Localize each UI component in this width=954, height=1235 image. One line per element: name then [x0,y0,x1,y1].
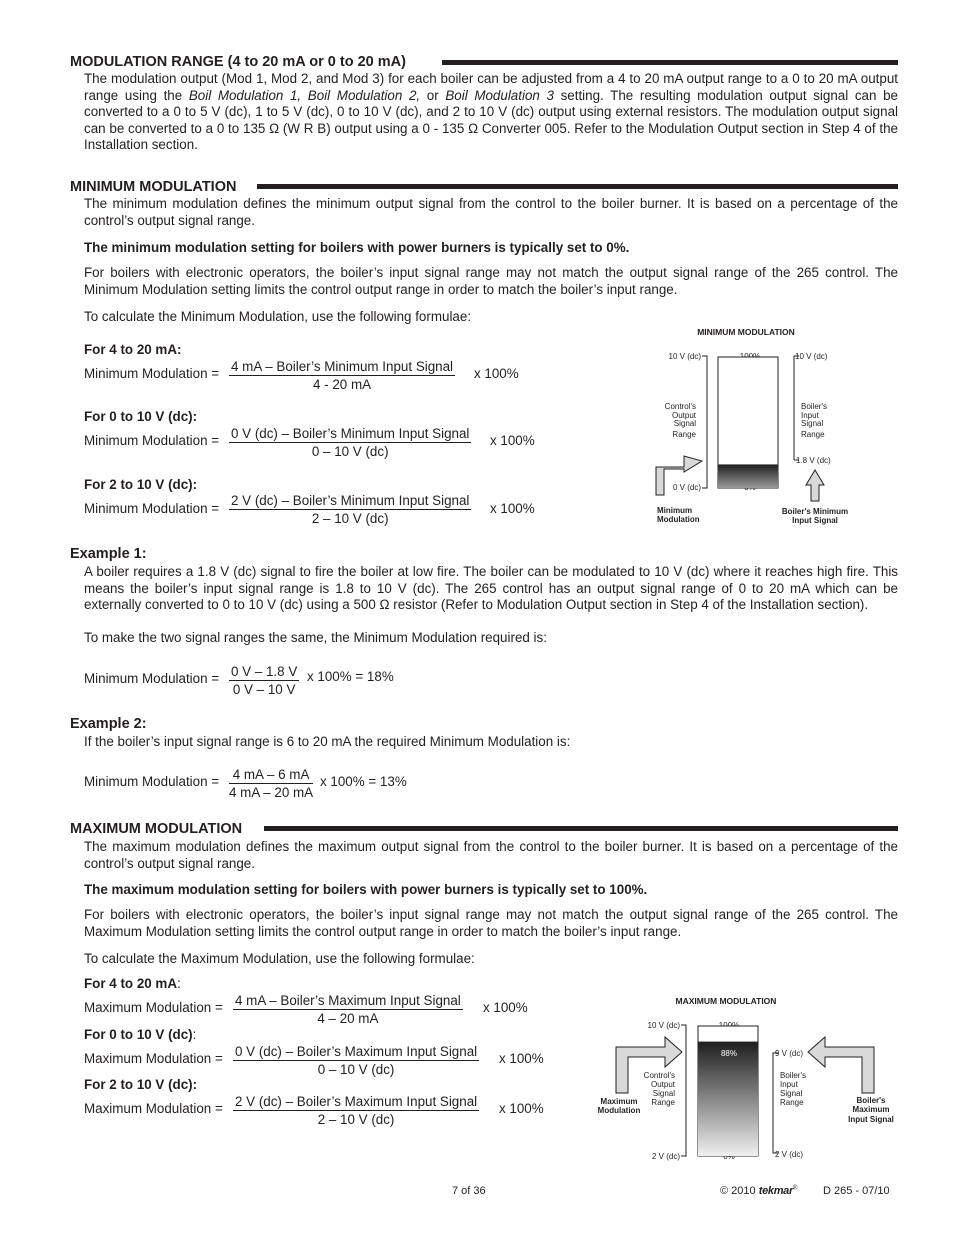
formula-rhs: x 100% [499,1051,544,1066]
text-run: The modulation output (Mod 1, Mod 2, and Mod 3) for each boiler can be adjusted from a 4 to 20 mA output range to a 0 to 20 mA output range using the [84,71,898,103]
formula-numerator: 0 V (dc) – Boiler’s Minimum Input Signal [231,426,470,441]
boiler-range-bracket [773,1053,778,1153]
formula-rhs: x 100% [490,433,535,448]
formula-label [84,1027,196,1042]
label-line: Control's [643,1071,675,1080]
minimum-modulation-diagram [640,320,880,535]
formula-rhs: x 100% [483,1000,528,1015]
formula-label: For 2 to 10 V (dc): [84,1077,198,1092]
left-top-label: 10 V (dc) [647,1021,680,1030]
left-bottom-label: 0 V (dc) [672,483,701,492]
formula-lhs: Minimum Modulation = [84,501,220,516]
label-line: Signal [652,1089,675,1098]
label-line: Signal [780,1089,803,1098]
formula-fraction [233,1094,479,1127]
copyright-text: © 2010 [720,1185,756,1197]
formula-denominator: 0 – 10 V (dc) [317,1062,395,1077]
section-rule [257,184,898,189]
example-1-paragraph-2: To make the two signal ranges the same, the Minimum Modulation required is: [84,630,547,645]
percent-level-label: 88% [720,1049,738,1058]
formula-denominator: 4 mA – 20 mA [229,785,314,800]
label-line: Range [780,1098,804,1107]
formula-lhs: Minimum Modulation = [84,366,220,381]
max-mod-paragraph-1: The maximum modulation defines the maximum output signal from the control to the boiler burner. It is based on a percentage of the control’s output signal range. [84,839,898,871]
formula-numerator: 4 mA – Boiler’s Minimum Input Signal [231,359,454,374]
formula-lhs: Minimum Modulation = [84,433,220,448]
formula-numerator: 4 mA – 6 mA [229,767,313,784]
min-mod-bold-note: The minimum modulation setting for boilers with power burners is typically set to 0%. [84,240,630,255]
formula-label: For 4 to 20 mA: [84,342,182,357]
left-top-label: 10 V (dc) [668,352,701,361]
footer-copyright [720,1185,797,1197]
label-line: Range [801,430,825,439]
max-mod-paragraph-2: For boilers with electronic operators, the boiler’s input signal range may not match the output signal range of the 265 control. The Maximum Modulation setting limits the control output range in order to match the boiler’s input range. [84,907,898,939]
boiler-minimum-arrow-icon [806,470,824,501]
formula-fraction [229,493,471,526]
control-range-label [665,402,697,439]
setting-name: Boil Modulation 1, Boil Modulation 2, [188,87,421,103]
diagram-title: MAXIMUM MODULATION [675,996,777,1006]
formula-denominator: 2 – 10 V (dc) [311,511,389,526]
control-range-bracket [702,356,707,488]
formula-lhs: Maximum Modulation = [84,1101,223,1116]
formula-rhs: x 100% = 18% [307,669,394,684]
formula-rhs: x 100% [474,366,519,381]
formula-rhs: x 100% [499,1101,544,1116]
formula-denominator: 0 V – 10 V [232,682,296,697]
right-level-label: 1.8 V (dc) [796,456,831,465]
example-2-label: Example 2: [70,716,147,732]
bottom-left-label-line: Minimum [657,506,693,515]
percent-level-label: 18% [740,456,758,465]
modulation-range-paragraph [84,71,898,154]
min-mod-paragraph-1: The minimum modulation defines the minimum output signal from the control to the boiler burner. It is based on a percentage of the control’s output signal range. [84,196,898,228]
control-range-label [644,1071,676,1107]
boiler-range-bracket [794,356,799,460]
max-mod-paragraph-3: To calculate the Maximum Modulation, use the following formulae: [84,951,475,966]
label-line: Input [801,411,819,420]
right-side-label-line: Maximum [852,1105,890,1114]
formula-fraction [229,767,313,800]
formula-numerator: 2 V (dc) – Boiler’s Minimum Input Signal [231,493,470,508]
bottom-left-label-line: Modulation [657,515,700,524]
example-1-paragraph: A boiler requires a 1.8 V (dc) signal to fire the boiler at low fire. The boiler can be modulated to 10 V (dc) where it reaches high fire. This means the boiler’s input signal range is 1.8 to 10 V (dc). The 265 control has an output signal range of 0 to 20 mA which can be externally converted to 0 to 10 V (dc) using a 500 Ω resistor (Refer to Modulation Output section in Step 4 of the Installation section). [84,564,898,612]
modulation-range-heading: MODULATION RANGE (4 to 20 mA or 0 to 20 mA) [70,54,406,70]
right-side-label-line: Boiler's [856,1096,886,1105]
formula-lhs: Minimum Modulation = [84,774,220,789]
label-line: Signal [673,419,696,428]
maximum-modulation-heading: MAXIMUM MODULATION [70,821,243,837]
formula-label: For 2 to 10 V (dc): [84,477,198,492]
left-side-label-line: Maximum [600,1097,638,1106]
signal-bar-fill [718,464,778,488]
diagram-title: MINIMUM MODULATION [697,327,795,337]
label-line: Input [780,1080,798,1089]
formula-fraction [233,1044,479,1077]
text-run: setting. The resulting modulation output signal can be converted to a 0 to 5 V (dc), 1 to 5 V (dc), 0 to 10 V (dc), and 2 to 10 V (dc) output using external resistors. The modulation output signal can be converted to a 0 to 135 Ω (W R B) output using a 0 - 135 Ω Converter 005. Refer to the Modulation Output section in Step 4 of the Installation section. [84,87,898,152]
text-run: or [420,87,446,103]
left-bottom-label: 2 V (dc) [651,1152,680,1161]
boiler-maximum-arrow-icon [808,1037,874,1093]
signal-bar-fill [698,1042,758,1156]
formula-numerator: 4 mA – Boiler’s Maximum Input Signal [235,993,461,1008]
example-2-paragraph: If the boiler’s input signal range is 6 to 20 mA the required Minimum Modulation is: [84,734,571,749]
page-number: 7 of 36 [452,1185,486,1197]
formula-label: For 0 to 10 V (dc): [84,409,198,424]
registered-mark-icon: ® [792,1185,798,1192]
formula-denominator: 0 – 10 V (dc) [311,444,389,459]
bottom-right-label-line: Boiler's Minimum [781,507,849,516]
formula-fraction [233,993,463,1026]
label-line: Output [650,1080,675,1089]
document-code: D 265 - 07/10 [823,1185,890,1197]
formula-numerator: 0 V (dc) – Boiler’s Maximum Input Signal [235,1044,478,1059]
label-line: Output [671,411,696,420]
formula-label-colon: : [177,976,181,991]
right-top-label: 10 V (dc) [795,352,828,361]
setting-name: Boil Modulation 3 [445,87,554,103]
formula-denominator: 4 – 20 mA [317,1011,379,1026]
right-side-label-line: Input Signal [848,1115,894,1124]
label-line: Boiler's [780,1071,806,1080]
label-line: Range [651,1098,675,1107]
control-range-bracket [681,1025,686,1156]
formula-label-colon: : [192,1027,197,1042]
formula-rhs: x 100% = 13% [320,774,407,789]
formula-numerator: 0 V – 1.8 V [231,664,298,679]
maximum-modulation-diagram [585,990,905,1165]
formula-lhs: Maximum Modulation = [84,1000,223,1015]
formula-denominator: 2 – 10 V (dc) [317,1112,395,1127]
formula-rhs: x 100% [490,501,535,516]
bottom-right-label-line: Input Signal [792,516,838,525]
boiler-range-label [780,1071,806,1107]
min-mod-paragraph-2: For boilers with electronic operators, the boiler’s input signal range may not match the output signal range of the 265 control. The Minimum Modulation setting limits the control output range in order to match the boiler’s input range. [84,265,898,297]
formula-label-bold: For 0 to 10 V (dc) [84,1027,193,1042]
formula-lhs: Maximum Modulation = [84,1051,223,1066]
tekmar-logo: tekmar [758,1185,793,1197]
example-1-label: Example 1: [70,546,147,562]
formula-fraction [229,359,455,392]
label-line: Range [672,430,696,439]
max-mod-bold-note: The maximum modulation setting for boilers with power burners is typically set to 100%. [84,882,648,897]
formula-label [84,976,181,991]
section-rule [264,826,898,831]
section-rule [442,60,898,65]
label-line: Signal [801,419,824,428]
formula-lhs: Minimum Modulation = [84,671,220,686]
boiler-range-label [801,402,827,439]
minimum-modulation-heading: MINIMUM MODULATION [70,179,237,195]
formula-fraction [229,426,471,459]
right-bottom-label: 2 V (dc) [775,1150,804,1159]
formula-label-bold: For 4 to 20 mA [84,976,178,991]
left-side-label-line: Modulation [597,1106,641,1115]
label-line: Control's [664,402,696,411]
formula-denominator: 4 - 20 mA [312,377,372,392]
right-level-label: 9 V (dc) [775,1049,804,1058]
min-mod-paragraph-3: To calculate the Minimum Modulation, use the following formulae: [84,309,472,324]
label-line: Boiler's [801,402,827,411]
formula-numerator: 2 V (dc) – Boiler’s Maximum Input Signal [235,1094,478,1109]
formula-fraction [229,664,299,697]
